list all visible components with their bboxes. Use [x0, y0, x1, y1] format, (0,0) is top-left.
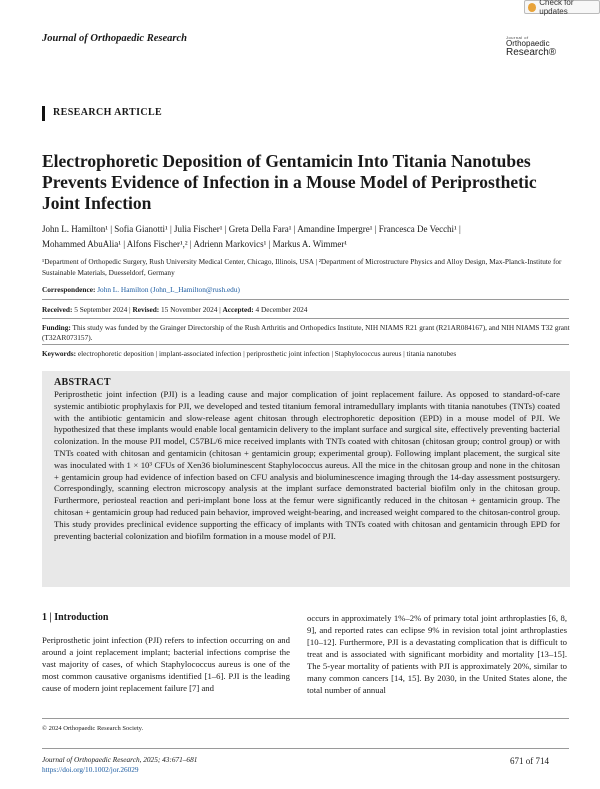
article-type-bar	[42, 106, 45, 121]
keywords	[42, 349, 572, 359]
revised-date: 15 November 2024	[161, 305, 218, 314]
check-for-updates-button[interactable]	[524, 0, 600, 14]
article-title: Electrophoretic Deposition of Gentamicin Into Titania Nanotubes Prevents Evidence of Infection in a Mouse Model of Periprosthetic Joint Infection	[42, 151, 537, 213]
received-date: 5 September 2024	[74, 305, 128, 314]
keywords-label: Keywords:	[42, 349, 77, 358]
journal-name: Journal of Orthopaedic Research	[42, 33, 187, 44]
funding-text: This study was funded by the Grainger Directorship of the Rush Arthritis and Orthopedics Institute, NIH NIAMS R21 grant (R21AR084167), and NIH NIAMS T32 grant (T32AR073157).	[42, 323, 570, 342]
footer-divider	[42, 718, 569, 719]
doi-link[interactable]: https://doi.org/10.1002/jor.26029	[42, 765, 139, 774]
affiliations: ¹Department of Orthopedic Surgery, Rush University Medical Center, Chicago, Illinois, USA | ²Department of Microstructure Physics and Alloy Design, Max-Planck-Institute for Sustainable Materials, Duesseldorf, Germany	[42, 257, 562, 277]
copyright: © 2024 Orthopaedic Research Society.	[42, 725, 144, 732]
revised-label: Revised:	[132, 305, 160, 314]
abstract-text: Periprosthetic joint infection (PJI) is a leading cause and major complication of joint replacement failure. As opposed to standard-of-care systemic antibiotic prophylaxis for PJI, we developed and tested titanium femoral intramedullary implants with titania nanotubes (TNTs) coated with the antibiotic gentamicin and slow-release agent chitosan through electrophoretic deposition (EPD) in a mouse model of PJI. We hypothesized that these implants would enable local gentamicin delivery to the implant surface and surgical site, effectively preventing bacterial colonization. In the mouse PJI model, C57BL/6 mice received implants with TNTs coated with chitosan (chitosan group; control group) or with TNTs coated with chitosan and gentamicin (chitosan + gentamicin group; experimental group). Following implant placement, the surgical site was inoculated with 1 × 10³ CFUs of Xen36 bioluminescent Staphylococcus aureus. All the mice in the chitosan group and none in the chitosan + gentamicin group had evidence of infection based on CFU analysis and bioluminescence imaging through the 14-day assessment postsurgery. Correspondingly, scanning electron microscopy analysis at the implant surface demonstrated bacterial biofilm only in the chitosan group. Furthermore, periosteal reaction and peri-implant bone loss at the femur were significantly reduced in the chitosan + gentamicin group. The chitosan + gentamicin group had reduced pain behavior, improved weight-bearing, and increased weight compared to the chitosan-control group. This study provides preclinical evidence supporting the efficacy of implants with TNTs coated with chitosan and gentamicin through EPD for preventing bacterial colonization and biofilm formation in a mouse model of PJI.	[54, 389, 560, 541]
update-icon	[528, 3, 536, 12]
logo-line3: Research®	[506, 47, 557, 58]
author-list	[42, 222, 572, 252]
check-for-updates-label: Check for updates	[539, 0, 574, 16]
divider	[42, 299, 569, 300]
funding-label: Funding:	[42, 323, 71, 332]
authors-line2: Mohammed AbuAlia¹ | Alfons Fischer¹,² | Adrienn Markovics¹ | Markus A. Wimmer¹	[42, 239, 348, 249]
article-type: RESEARCH ARTICLE	[53, 107, 163, 118]
citation: Journal of Orthopaedic Research, 2025; 43:671–681	[42, 755, 198, 764]
abstract-heading: ABSTRACT	[54, 377, 111, 388]
journal-logo	[506, 36, 564, 58]
divider	[42, 318, 569, 319]
received-label: Received:	[42, 305, 73, 314]
correspondence-email-link[interactable]: John L. Hamilton (John_L_Hamilton@rush.edu)	[97, 285, 240, 294]
accepted-date: 4 December 2024	[255, 305, 308, 314]
keywords-text: electrophoretic deposition | implant-associated infection | periprosthetic joint infection | Staphylococcus aureus | titania nanotubes	[77, 349, 457, 358]
correspondence-label: Correspondence:	[42, 285, 96, 294]
section-heading: 1 | Introduction	[42, 612, 109, 623]
funding	[42, 323, 572, 343]
logo-line2: Orthopaedic	[506, 39, 550, 48]
footer-divider	[42, 748, 569, 749]
dates: Received: 5 September 2024 | Revised: 15 November 2024 | Accepted: 4 December 2024	[42, 305, 308, 314]
page-number: 671 of 714	[510, 756, 549, 766]
intro-column-2: occurs in approximately 1%–2% of primary total joint arthroplasties [6, 8, 9], and reported rates can eclipse 9% in revision total joint arthroplasties [10–12]. Furthermore, PJI is a devastating complication that is difficult to treat and is associated with significant morbidity and mortality [13–15]. The 5-year mortality of patients with PJI is approximately 20%, similar to many common cancers [14, 15]. By 2030, in the United States alone, the total number of annual	[307, 613, 567, 695]
divider	[42, 344, 569, 345]
authors-line1: John L. Hamilton¹ | Sofia Gianotti¹ | Julia Fischer¹ | Greta Della Fara¹ | Amandine Impergre¹ | Francesca De Vecchi¹ |	[42, 224, 461, 234]
accepted-label: Accepted:	[222, 305, 254, 314]
correspondence	[42, 285, 572, 295]
logo-line1: Journal of	[506, 35, 529, 40]
intro-column-1: Periprosthetic joint infection (PJI) refers to infection occurring on and around a joint replacement implant; bacterial infections comprise the vast majority of cases, of which Staphylococcus aureus is one of the most common causative organisms identified [1–6]. PJI is the leading cause of modern joint replacement failure [7] and	[42, 635, 290, 693]
